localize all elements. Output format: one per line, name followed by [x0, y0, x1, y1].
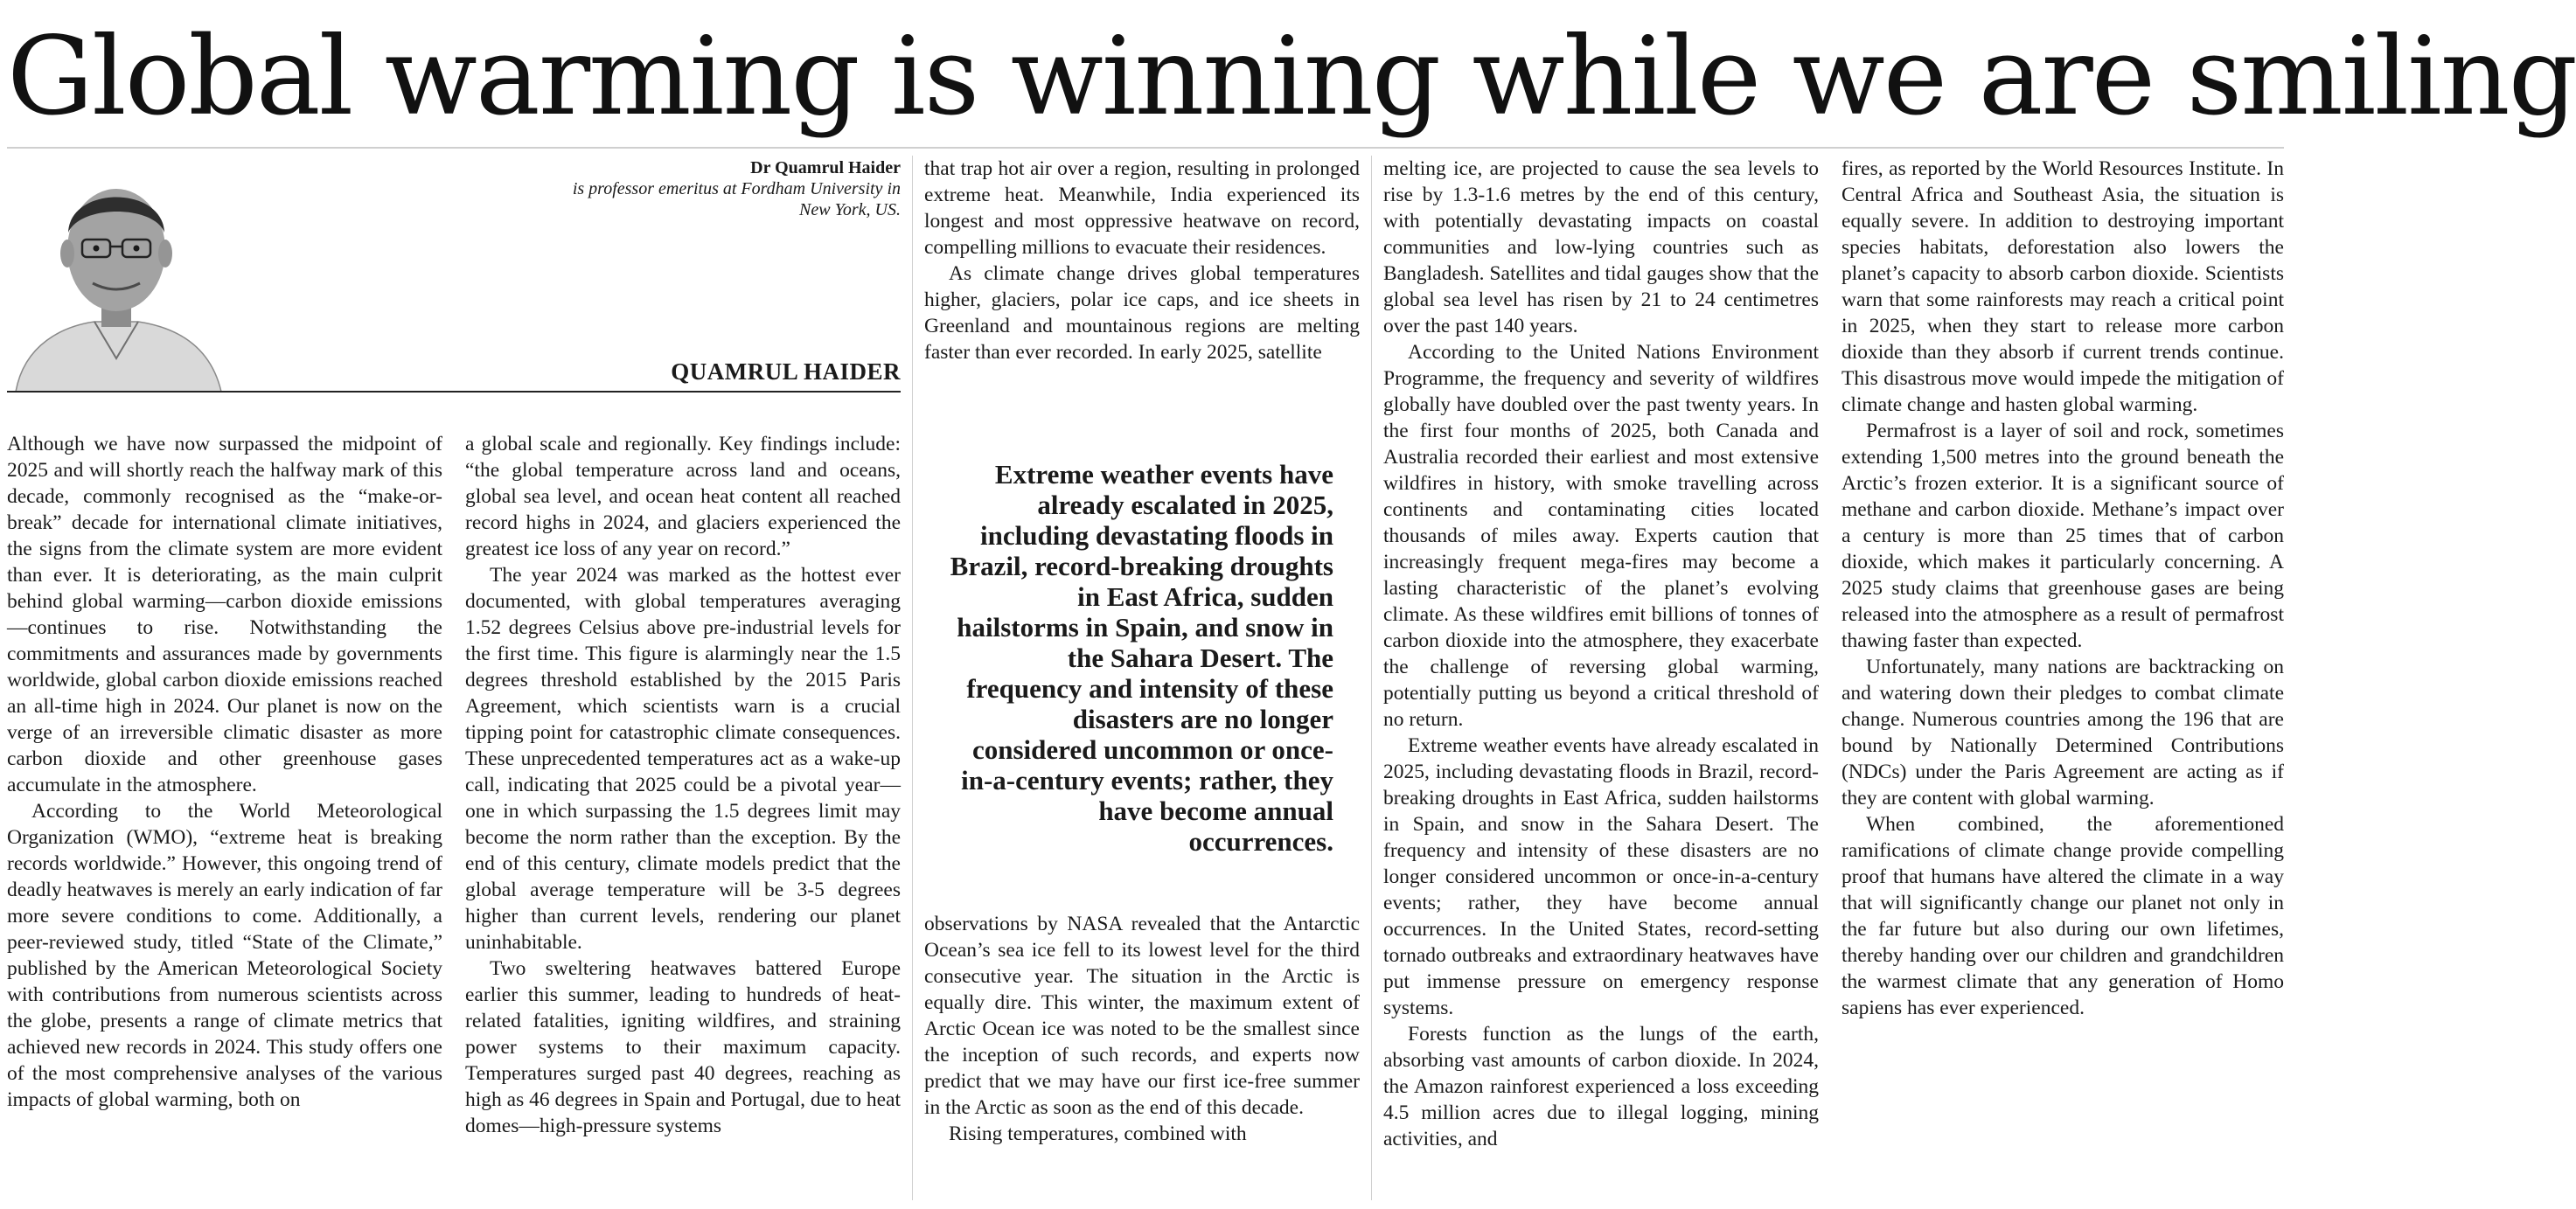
- paragraph: According to the World Meteorological Organization (WMO), “extreme heat is breaking records worldwide.” However, this ongoing trend of deadly heatwaves is merely an early indication of far more severe conditions to come. Additionally, a peer-reviewed study, titled “State of the Climate,” published by the American Meteorological Society with contributions from numerous scientists across the globe, presents a range of climate metrics that achieved new records in 2024. This study offers one of the most comprehensive analyses of the various impacts of global warming, both on: [7, 800, 442, 1111]
- paragraph: Two sweltering heatwaves battered Europe earlier this summer, leading to hundreds of heat-related fatalities, igniting wildfires, and straining power systems to their maximum capacity. Temperatures surged past 40 degrees, reaching as high as 46 degrees in Spain and Portugal, due to heat domes—high-pressure systems: [465, 957, 901, 1137]
- paragraph: a global scale and regionally. Key findings include: “the global temperature across land and oceans, global sea level, and ocean heat content all reached record highs in 2024, and glaciers experienced the greatest ice loss of any year on record.”: [465, 433, 901, 560]
- paragraph: When combined, the aforementioned ramifications of climate change provide compelling proof that humans have altered the climate in a way that will significantly change our planet not only in the far future but also during our own lifetimes, thereby handing over our children and grandchildren the warmest climate that any generation of Homo sapiens has ever experienced.: [1841, 813, 2284, 1019]
- column-3-top: [924, 156, 1360, 400]
- byline: QUAMRUL HAIDER: [671, 358, 901, 385]
- column-2: [465, 431, 901, 1200]
- paragraph: melting ice, are projected to cause the sea levels to rise by 1.3-1.6 metres by the end of this century, with potentially devastating impacts on coastal communities and low-lying countries such as Bangladesh. Satellites and tidal gauges show that the global sea level has risen by 21 to 24 centimetres over the past 140 years.: [1383, 157, 1819, 337]
- paragraph: According to the United Nations Environment Programme, the frequency and severity of wildfires globally have doubled over the past twenty years. In the first four months of 2025, both Canada and Australia recorded their earliest and most extensive wildfires in history, with smoke travelling across continents and contaminating cities located thousands of miles away. Experts caution that increasingly frequent mega-fires may become a lasting characteristic of the planet’s evolving climate. As these wildfires emit billions of tonnes of carbon dioxide into the atmosphere, they exacerbate the challenge of reversing global warming, potentially putting us beyond a critical threshold of no return.: [1383, 341, 1819, 731]
- top-divider: [7, 147, 2284, 149]
- paragraph: Unfortunately, many nations are backtracking on and watering down their pledges to combat climate change. Numerous countries among the 196 that are bound by Nationally Determined Contributions (NDCs) under the Paris Agreement are acting as if they are content with global warming.: [1841, 656, 2284, 809]
- author-name: Dr Quamrul Haider: [750, 158, 901, 177]
- pull-quote: Extreme weather events have already escalated in 2025, including devastating floods in Brazil, record-breaking droughts in East Africa, sudden hailstorms in Spain, and snow in the Sahara Desert. The frequency and intensity of these disasters are no longer considered uncommon or once-in-a-century events; rather, they have become annual occurrences.: [950, 459, 1333, 857]
- column-3-bottom: [924, 911, 1360, 1200]
- column-divider: [1371, 156, 1372, 1200]
- column-divider: [912, 156, 913, 1200]
- paragraph: Forests function as the lungs of the earth, absorbing vast amounts of carbon dioxide. In 2024, the Amazon rainforest experienced a loss exceeding 4.5 million acres due to illegal logging, mining activities, and: [1383, 1023, 1819, 1150]
- headline: Global warming is winning while we are smiling: [7, 14, 2576, 140]
- paragraph: Permafrost is a layer of soil and rock, sometimes extending 1,500 metres into the ground beneath the Arctic’s frozen exterior. It is a significant source of methane and carbon dioxide. Methane’s impact over a century is more than 25 times that of carbon dioxide, which makes it particularly concerning. A 2025 study claims that greenhouse gases are being released into the atmosphere as a result of permafrost thawing faster than expected.: [1841, 420, 2284, 652]
- paragraph: As climate change drives global temperatures higher, glaciers, polar ice caps, and ice sheets in Greenland and mountainous regions are melting faster than ever recorded. In early 2025, satellite: [924, 262, 1360, 364]
- paragraph: Rising temperatures, combined with: [949, 1122, 1247, 1145]
- author-bio: is professor emeritus at Fordham University in New York, US.: [572, 179, 901, 219]
- column-1: [7, 431, 442, 1200]
- paragraph: observations by NASA revealed that the Antarctic Ocean’s sea ice fell to its lowest level for the third consecutive year. The situation in the Arctic is equally dire. This winter, the maximum extent of Arctic Ocean ice was noted to be the smallest since the inception of such records, and experts now predict that we may have our first ice-free summer in the Arctic as soon as the end of this decade.: [924, 913, 1360, 1119]
- paragraph: The year 2024 was marked as the hottest ever documented, with global temperatures averaging 1.52 degrees Celsius above pre-industrial levels for the first time. This figure is alarmingly near the 1.5 degrees threshold established by the 2015 Paris Agreement, which scientists warn is a crucial tipping point for catastrophic climate consequences. These unprecedented temperatures act as a wake-up call, indicating that 2025 could be a pivotal year—one in which surpassing the 1.5 degrees limit may become the norm rather than the exception. By the end of this century, climate models predict that the global average temperature will be 3-5 degrees higher than current levels, rendering our planet uninhabitable.: [465, 564, 901, 954]
- paragraph: that trap hot air over a region, resulting in prolonged extreme heat. Meanwhile, India experienced its longest and most oppressive heatwave on record, compelling millions to evacuate their residences.: [924, 157, 1360, 259]
- column-5: [1841, 156, 2284, 1200]
- byline-divider: [7, 391, 901, 393]
- paragraph: Although we have now surpassed the midpoint of 2025 and will shortly reach the halfway mark of this decade, commonly recognised as the “make-or-break” decade for international climate initiatives, the signs from the climate system are more evident than ever. It is deteriorating, as the main culprit behind global warming—carbon dioxide emissions—continues to rise. Notwithstanding the commitments and assurances made by governments worldwide, global carbon dioxide emissions reached an all-time high in 2024. Our planet is now on the verge of an irreversible climatic disaster as more carbon dioxide and other greenhouse gases accumulate in the atmosphere.: [7, 433, 442, 796]
- paragraph: Extreme weather events have already escalated in 2025, including devastating floods in Brazil, record-breaking droughts in East Africa, sudden hailstorms in Spain, and snow in the Sahara Desert. The frequency and intensity of these disasters are no longer considered uncommon or once-in-a-century events; rather, they have become annual occurrences. In the United States, record-setting tornado outbreaks and extraordinary heatwaves have put immense pressure on emergency response systems.: [1383, 734, 1819, 1019]
- author-info: [542, 157, 901, 220]
- author-photo: [7, 156, 226, 392]
- column-4: [1383, 156, 1819, 1200]
- paragraph: fires, as reported by the World Resources Institute. In Central Africa and Southeast Asia, the situation is equally severe. In addition to destroying important species habitats, deforestation also lowers the planet’s capacity to absorb carbon dioxide. Scientists warn that some rainforests may reach a critical point in 2025, when they start to release more carbon dioxide than they absorb if current trends continue. This disastrous move would impede the mitigation of climate change and hasten global warming.: [1841, 157, 2284, 416]
